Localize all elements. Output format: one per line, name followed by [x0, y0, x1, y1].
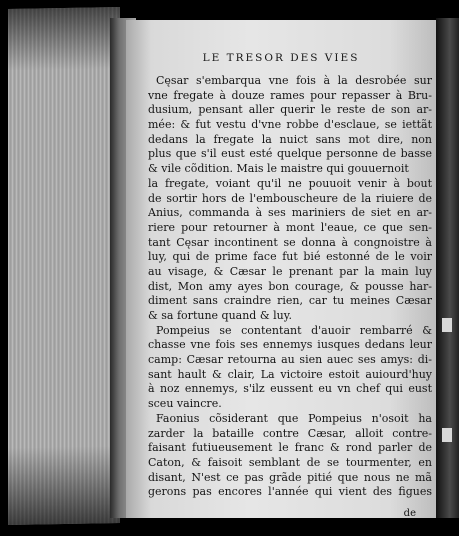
book-page-edges [8, 7, 120, 525]
text-line: la fregate, voiant qu'il ne pouuoit venir à bout [148, 176, 432, 190]
text-line: mée: & fut vestu d'vne robbe d'esclaue, se iettãt [148, 118, 432, 132]
text-line: camp: Cæsar retourna au sien auec ses amys: di- [148, 353, 432, 367]
text-line: sceu vaincre. [148, 397, 222, 411]
catchword: de [403, 508, 416, 519]
page-tab-mark [442, 428, 452, 442]
text-line: Cęsar s'embarqua vne fois à la desrobée sur [156, 74, 432, 87]
book-page [126, 20, 436, 518]
text-body [148, 74, 432, 500]
text-line: Caton, & faisoit semblant de se tourmenter, en [148, 455, 432, 469]
text-line: de sortir hors de l'embouscheure de la riuiere de [148, 191, 432, 205]
text-line: disant, N'est ce pas grãde pitié que nous ne mã [148, 470, 432, 484]
text-line: Anius, commanda à ses mariniers de siet en ar- [148, 206, 432, 220]
text-line: dedans la fregate la nuict sans mot dire, non [148, 132, 432, 146]
text-line: gerons pas encores l'année qui vient des figues [148, 485, 432, 499]
page-tab-mark [442, 318, 452, 332]
text-line: plus que s'il eust esté quelque personne de basse [148, 147, 432, 161]
text-line: chasse vne fois ses ennemys iusques dedans leur [148, 338, 432, 352]
text-line: diment sans craindre rien, car tu meines Cæsar [148, 294, 432, 308]
text-line: sant hault & clair, La victoire estoit auiourd'huy [148, 367, 432, 381]
text-line: zarder la bataille contre Cæsar, alloit contre- [148, 426, 432, 440]
text-line: faisant futiueusement le franc & rond parler de [148, 441, 432, 455]
text-line: & sa fortune quand & luy. [148, 309, 292, 322]
text-line: riere pour retourner à mont l'eaue, ce que sen- [148, 220, 432, 234]
text-line: Faonius cõsiderant que Pompeius n'osoit ha [156, 411, 432, 425]
text-line: Pompeius se contentant d'auoir rembarré & [156, 323, 432, 337]
facing-page-edge [436, 18, 459, 518]
text-line: dist, Mon amy ayes bon courage, & pousse har- [148, 279, 432, 293]
running-header: LE TRESOR DES VIES [202, 52, 360, 64]
text-line: au visage, & Cæsar le prenant par la main luy [148, 264, 432, 278]
text-line: tant Cęsar incontinent se donna à congnoistre à [148, 235, 432, 249]
text-line: & vile cõdition. Mais le maistre qui gouuernoit [148, 162, 409, 176]
text-line: à noz ennemys, s'ilz eussent eu vn chef qui eust [148, 382, 432, 396]
text-line: dusium, pensant aller querir le reste de son ar- [148, 103, 432, 117]
text-line: luy, qui de prime face fut bié estonné de le voir [148, 250, 432, 264]
text-line: vne fregate à douze rames pour repasser à Bru- [148, 88, 432, 102]
